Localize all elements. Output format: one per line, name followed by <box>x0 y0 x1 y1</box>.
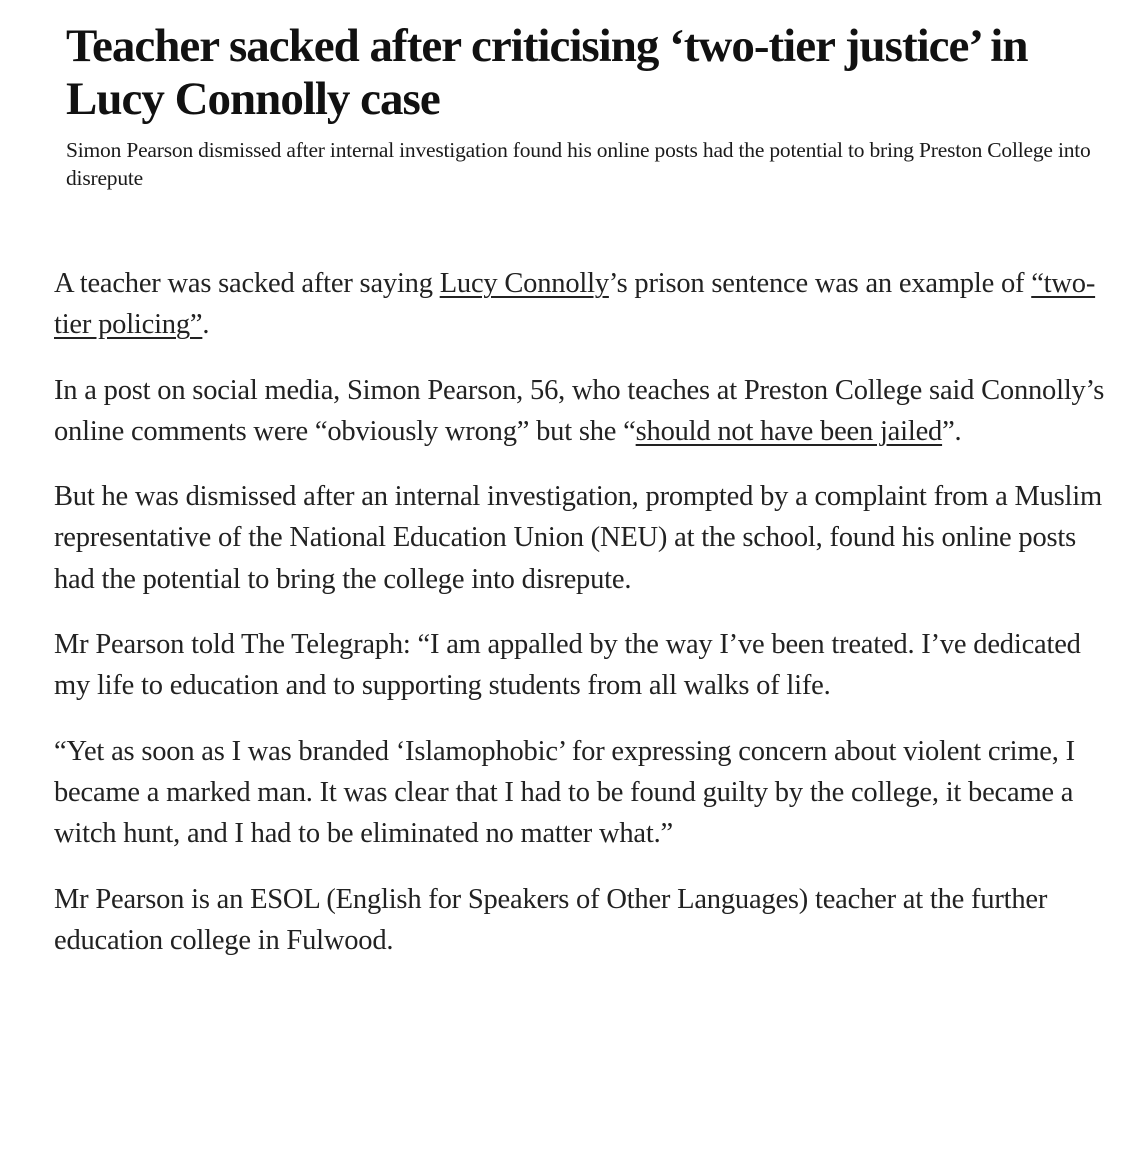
article-headline: Teacher sacked after criticising ‘two-tier justice’ in Lucy Connolly case <box>66 20 1028 125</box>
should-not-have-been-jailed-link[interactable]: should not have been jailed <box>635 415 943 447</box>
paragraph-1-text-start: A teacher was sacked after saying <box>54 268 440 299</box>
paragraph-2-text-end: ”. <box>942 415 962 447</box>
article-body <box>54 263 1114 985</box>
paragraph-2 <box>54 370 1114 453</box>
paragraph-1-text-end: . <box>202 309 210 341</box>
paragraph-1-text-middle: ’s prison sentence was an example of <box>608 268 1032 299</box>
paragraph-2-text-start: In a post on social media, Simon Pearson, 56, who teaches at Preston College said Connolly’s online comments were “obviously wrong” but she “ <box>54 374 1105 447</box>
article-standfirst: Simon Pearson dismissed after internal investigation found his online posts had the potential to bring Preston College into disrepute <box>66 138 1091 190</box>
paragraph-3: But he was dismissed after an internal investigation, prompted by a complaint from a Muslim representative of the National Education Union (NEU) at the school, found his online posts had the potential to bring the college into disrepute. <box>54 481 1102 595</box>
paragraph-4: Mr Pearson told The Telegraph: “I am appalled by the way I’ve been treated. I’ve dedicated my life to education and to supporting students from all walks of life. <box>54 629 1081 702</box>
lucy-connolly-link[interactable]: Lucy Connolly <box>439 268 609 299</box>
two-tier-policing-link[interactable]: “two-tier policing” <box>54 268 1096 341</box>
paragraph-1 <box>54 263 1114 346</box>
paragraph-5: “Yet as soon as I was branded ‘Islamophobic’ for expressing concern about violent crime, I became a marked man. It was clear that I had to be found guilty by the college, it became a witch hunt, and I had to be eliminated no matter what.” <box>54 735 1075 850</box>
paragraph-6: Mr Pearson is an ESOL (English for Speakers of Other Languages) teacher at the further education college in Fulwood. <box>54 883 1048 956</box>
